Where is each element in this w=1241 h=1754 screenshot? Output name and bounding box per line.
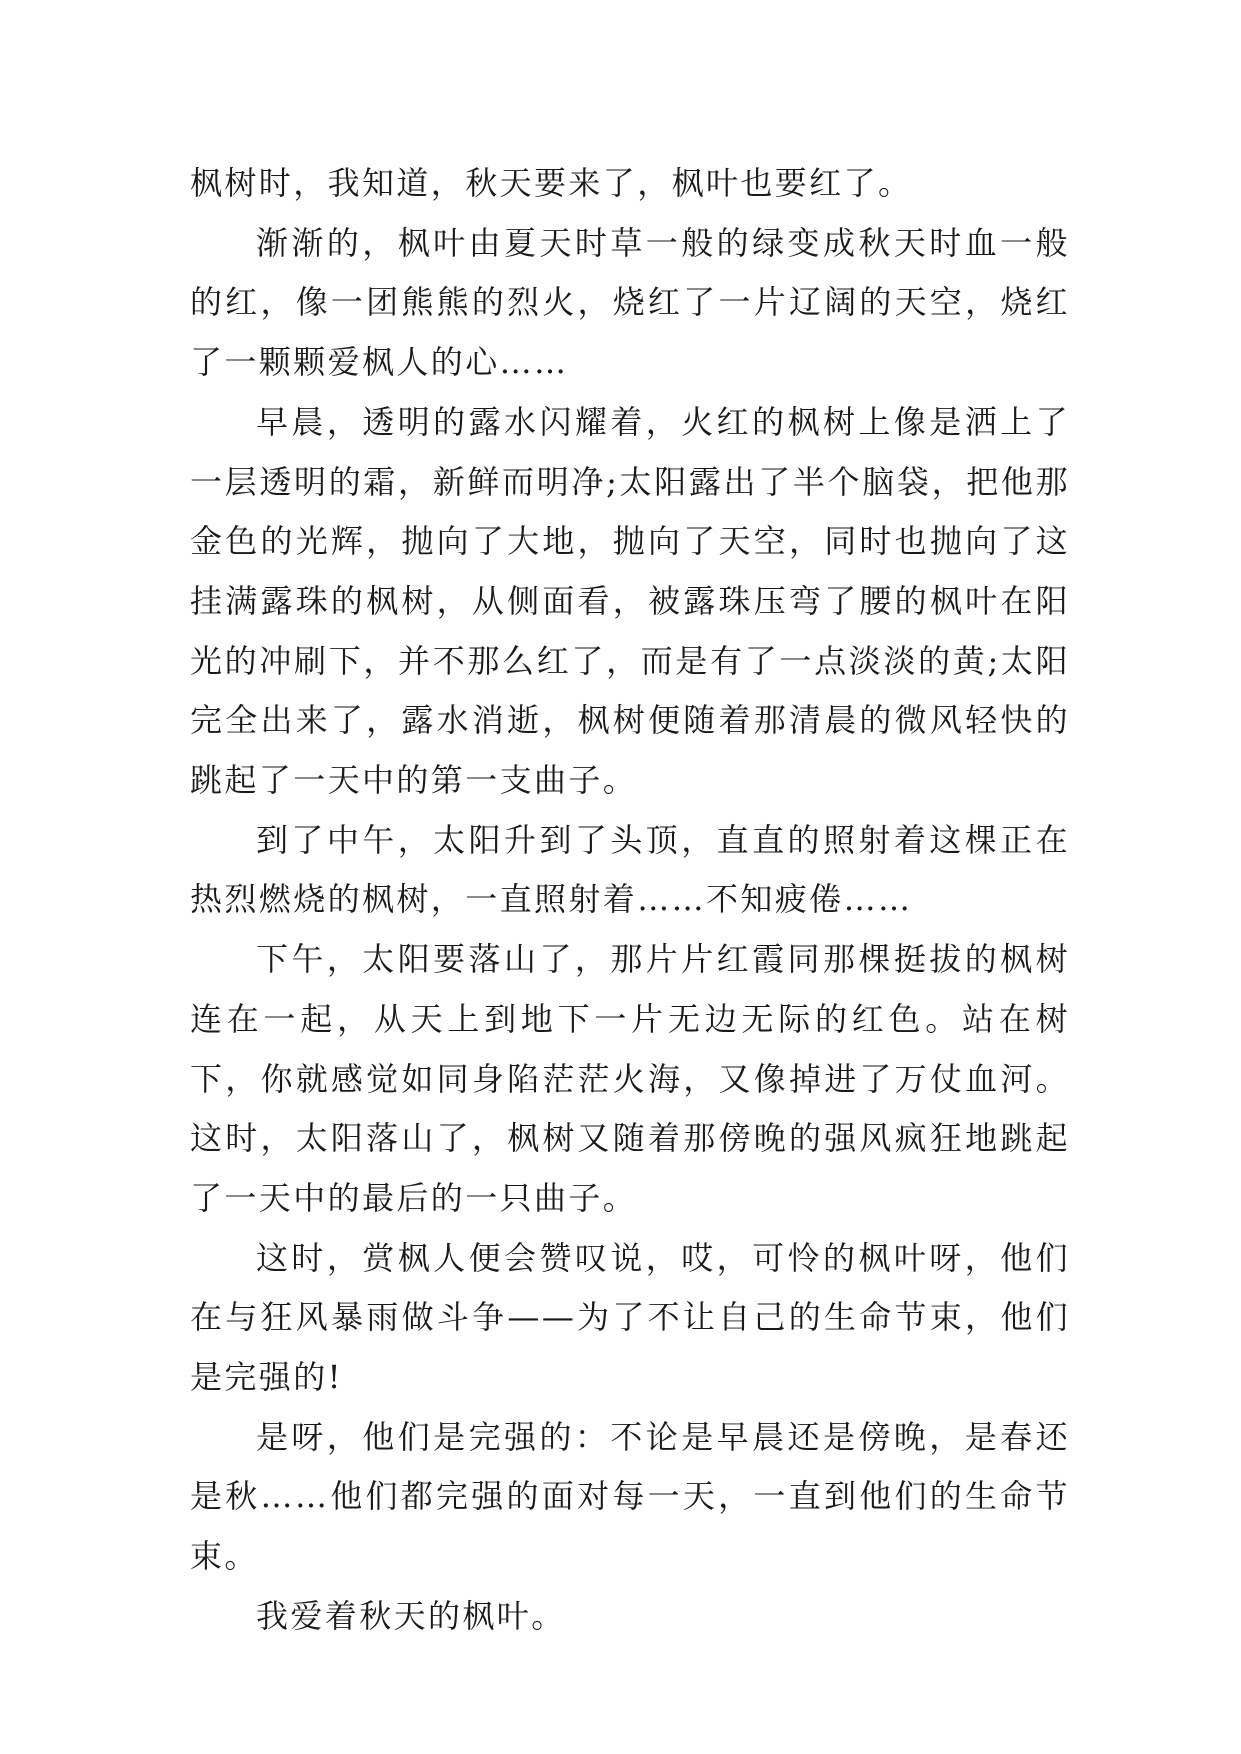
paragraph: 这时，赏枫人便会赞叹说，哎，可怜的枫叶呀，他们在与狂风暴雨做斗争——为了不让自己的生命节束，他们是完强的! xyxy=(190,1238,1070,1397)
paragraph: 到了中午，太阳升到了头顶，直直的照射着这棵正在热烈燃烧的枫树，一直照射着……不知疲倦…… xyxy=(190,820,1070,919)
paragraph: 是呀，他们是完强的：不论是早晨还是傍晚，是春还是秋……他们都完强的面对每一天，一直到他们的生命节束。 xyxy=(190,1417,1070,1576)
paragraph: 早晨，透明的露水闪耀着，火红的枫树上像是洒上了一层透明的霜，新鲜而明净;太阳露出了半个脑袋，把他那金色的光辉，抛向了大地，抛向了天空，同时也抛向了这挂满露珠的枫树，从侧面看，被露珠压弯了腰的枫叶在阳光的冲刷下，并不那么红了，而是有了一点淡淡的黄;太阳完全出来了，露水消逝，枫树便随着那清晨的微风轻快的跳起了一天中的第一支曲子。 xyxy=(190,402,1070,800)
paragraph: 枫树时，我知道，秋天要来了，枫叶也要红了。 xyxy=(190,164,913,202)
paragraph: 渐渐的，枫叶由夏天时草一般的绿变成秋天时血一般的红，像一团熊熊的烈火，烧红了一片辽阔的天空，烧红了一颗颗爱枫人的心…… xyxy=(190,223,1070,382)
document-body xyxy=(190,154,1070,1647)
paragraph: 下午，太阳要落山了，那片片红霞同那棵挺拔的枫树连在一起，从天上到地下一片无边无际的红色。站在树下，你就感觉如同身陷茫茫火海，又像掉进了万仗血河。这时，太阳落山了，枫树又随着那傍晚的强风疯狂地跳起了一天中的最后的一只曲子。 xyxy=(190,940,1070,1217)
paragraph: 我爱着秋天的枫叶。 xyxy=(256,1596,566,1635)
